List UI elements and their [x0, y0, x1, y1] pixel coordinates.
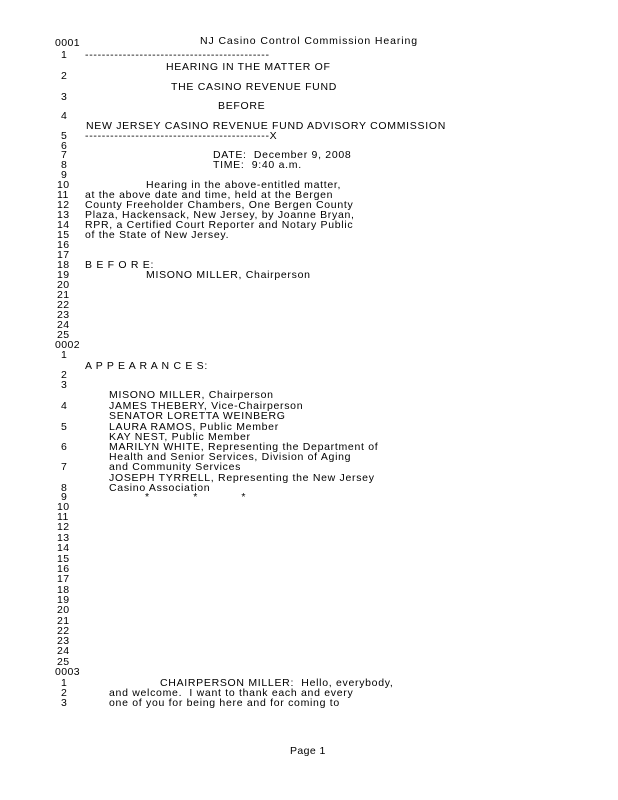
line-text: MISONO MILLER, Chairperson: [146, 269, 311, 281]
line-number: 25: [57, 656, 70, 668]
line-number: 0003: [55, 666, 80, 678]
line-text: KAY NEST, Public Member: [109, 431, 251, 443]
line-number: 4: [61, 110, 68, 122]
line-number: 1: [61, 49, 68, 61]
line-text: Casino Association: [109, 482, 211, 494]
line-number: 12: [57, 199, 70, 211]
line-text: County Freeholder Chambers, One Bergen County: [85, 199, 354, 211]
line-number: 19: [57, 269, 70, 281]
line-text: RPR, a Certified Court Reporter and Notary Public: [85, 219, 354, 231]
line-text: NEW JERSEY CASINO REVENUE FUND ADVISORY COMMISSION: [86, 120, 446, 132]
line-number: 14: [57, 219, 70, 231]
line-number: 25: [57, 329, 70, 341]
line-number: 23: [57, 309, 70, 321]
line-text: LAURA RAMOS, Public Member: [109, 421, 279, 433]
line-number: 14: [57, 542, 70, 554]
line-text: CHAIRPERSON MILLER: Hello, everybody,: [160, 677, 394, 689]
line-number: 13: [57, 209, 70, 221]
line-number: 22: [57, 299, 70, 311]
line-number: 7: [61, 149, 68, 161]
line-text: Health and Senior Services, Division of Aging: [109, 451, 352, 463]
line-text: Hearing in the above-entitled matter,: [146, 179, 342, 191]
line-text: at the above date and time, held at the Bergen: [85, 189, 334, 201]
line-number: 2: [61, 369, 68, 381]
line-number: 15: [57, 553, 70, 565]
line-number: 7: [61, 461, 68, 473]
line-number: 3: [61, 379, 68, 391]
line-number: 17: [57, 573, 70, 585]
page-header: NJ Casino Control Commission Hearing: [200, 35, 418, 47]
line-number: 17: [57, 249, 70, 261]
line-text: MARILYN WHITE, Representing the Department of: [109, 441, 379, 453]
line-number: 5: [61, 130, 68, 142]
line-number: 6: [61, 441, 68, 453]
line-number: 10: [57, 501, 70, 513]
line-number: 11: [57, 189, 69, 201]
line-text: HEARING IN THE MATTER OF: [166, 61, 331, 73]
line-text: and Community Services: [109, 461, 242, 473]
line-number: 4: [61, 400, 68, 412]
line-number: 0001: [55, 37, 80, 49]
line-text: * * *: [145, 491, 247, 503]
line-number: 2: [61, 687, 68, 699]
line-text: and welcome. I want to thank each and every: [109, 687, 354, 699]
line-number: 1: [61, 349, 68, 361]
line-number: 1: [61, 677, 68, 689]
line-text: JAMES THEBERY, Vice-Chairperson: [109, 400, 304, 412]
line-number: 19: [57, 594, 70, 606]
line-number: 3: [61, 91, 68, 103]
line-number: 16: [57, 563, 70, 575]
line-number: 20: [57, 604, 70, 616]
line-number: 8: [61, 482, 68, 494]
line-text: SENATOR LORETTA WEINBERG: [109, 410, 286, 422]
line-number: 12: [57, 521, 70, 533]
line-number: 18: [57, 584, 70, 596]
line-number: 21: [57, 615, 70, 627]
line-number: 10: [57, 179, 70, 191]
line-text: THE CASINO REVENUE FUND: [171, 81, 338, 93]
line-text: DATE: December 9, 2008: [213, 149, 352, 161]
line-number: 11: [57, 511, 69, 523]
line-number: 21: [57, 289, 70, 301]
line-number: 16: [57, 239, 70, 251]
line-number: 2: [61, 70, 68, 82]
line-text: Plaza, Hackensack, New Jersey, by Joanne Bryan,: [85, 209, 355, 221]
line-number: 18: [57, 259, 70, 271]
line-number: 5: [61, 421, 68, 433]
page-footer: Page 1: [290, 745, 326, 757]
line-number: 0002: [55, 339, 80, 351]
line-text: MISONO MILLER, Chairperson: [109, 389, 274, 401]
line-text: --------------------------------------------: [85, 49, 270, 61]
line-text: A P P E A R A N C E S:: [85, 360, 208, 372]
line-text: of the State of New Jersey.: [85, 229, 230, 241]
line-number: 3: [61, 697, 68, 709]
line-number: 24: [57, 319, 70, 331]
line-number: 6: [61, 140, 68, 152]
line-number: 13: [57, 532, 70, 544]
line-text: TIME: 9:40 a.m.: [213, 159, 302, 171]
line-number: 20: [57, 279, 70, 291]
line-text: JOSEPH TYRRELL, Representing the New Jersey: [109, 472, 375, 484]
line-number: 8: [61, 159, 68, 171]
line-number: 24: [57, 645, 70, 657]
line-number: 22: [57, 625, 70, 637]
line-number: 15: [57, 229, 70, 241]
line-number: 23: [57, 635, 70, 647]
line-text: --------------------------------------------X: [85, 130, 278, 142]
line-text: B E F O R E:: [85, 259, 155, 271]
line-text: one of you for being here and for coming to: [109, 697, 340, 709]
line-number: 9: [61, 491, 68, 503]
line-number: 9: [61, 169, 68, 181]
line-text: BEFORE: [218, 100, 266, 112]
